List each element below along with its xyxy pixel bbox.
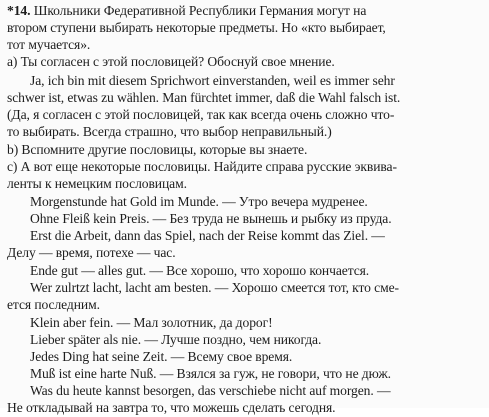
proverb-5-line-1: Wer zulrtzt lacht, lacht am besten. — Хорошо смеется тот, кто сме- [30,280,399,295]
proverb-1: Morgenstunde hat Gold im Munde. — Утро вечера мудренее. [30,194,368,209]
exercise-line-1: *14. Школьники Федеративной Республики Германия могут на [7,3,367,18]
answer-russian-line-2: то выбирать. Всегда страшно, что выбор неправильный.) [7,124,332,139]
exercise-line-3: тот мучается». [7,37,91,52]
answer-german-line-1: Ja, ich bin mit diesem Sprichwort einverstanden, weil es immer sehr [30,73,395,88]
proverb-7: Lieber später als nie. — Лучше поздно, чем никогда. [30,332,322,347]
exercise-number: *14. [7,3,31,18]
task-c-line-2: ленты к немецким пословицам. [7,176,187,191]
proverb-3-line-2: Делу — время, потехе — час. [7,245,176,260]
answer-german-line-2: schwer ist, etwas zu wählen. Man fürchtet immer, daß die Wahl falsch ist. [7,90,401,105]
proverb-6: Klein aber fein. — Мал золотник, да дорог! [30,315,273,330]
proverb-2: Ohne Fleiß kein Preis. — Без труда не вынешь и рыбку из пруда. [30,211,392,226]
proverb-10-line-1: Was du heute kannst besorgen, das verschiebe nicht auf morgen. — [30,383,391,398]
proverb-10-line-2: Не откладывай на завтра то, что можешь сделать сегодня. [7,400,336,415]
answer-russian-line-1: (Да, я согласен с этой пословицей, так как всегда очень сложно что- [7,107,395,122]
proverb-8: Jedes Ding hat seine Zeit. — Всему свое время. [30,349,293,364]
proverb-5-line-2: ется последним. [7,297,100,312]
task-b: b) Вспомните другие пословицы, которые вы знаете. [7,142,308,157]
proverb-9: Muß ist eine harte Nuß. — Взялся за гуж, не говори, что не дюж. [30,366,391,381]
exercise-line-2: втором ступени выбирать некоторые предметы. Но «кто выбирает, [7,20,386,35]
proverb-3-line-1: Erst die Arbeit, dann das Spiel, nach der Reise kommt das Ziel. — [30,228,385,243]
task-a-question: а) Ты согласен с этой пословицей? Обоснуй свое мнение. [7,54,335,69]
task-c-line-1: с) А вот еще некоторые пословицы. Найдите справа русские эквива- [7,159,397,174]
proverb-4: Ende gut — alles gut. — Все хорошо, что хорошо кончается. [30,263,370,278]
